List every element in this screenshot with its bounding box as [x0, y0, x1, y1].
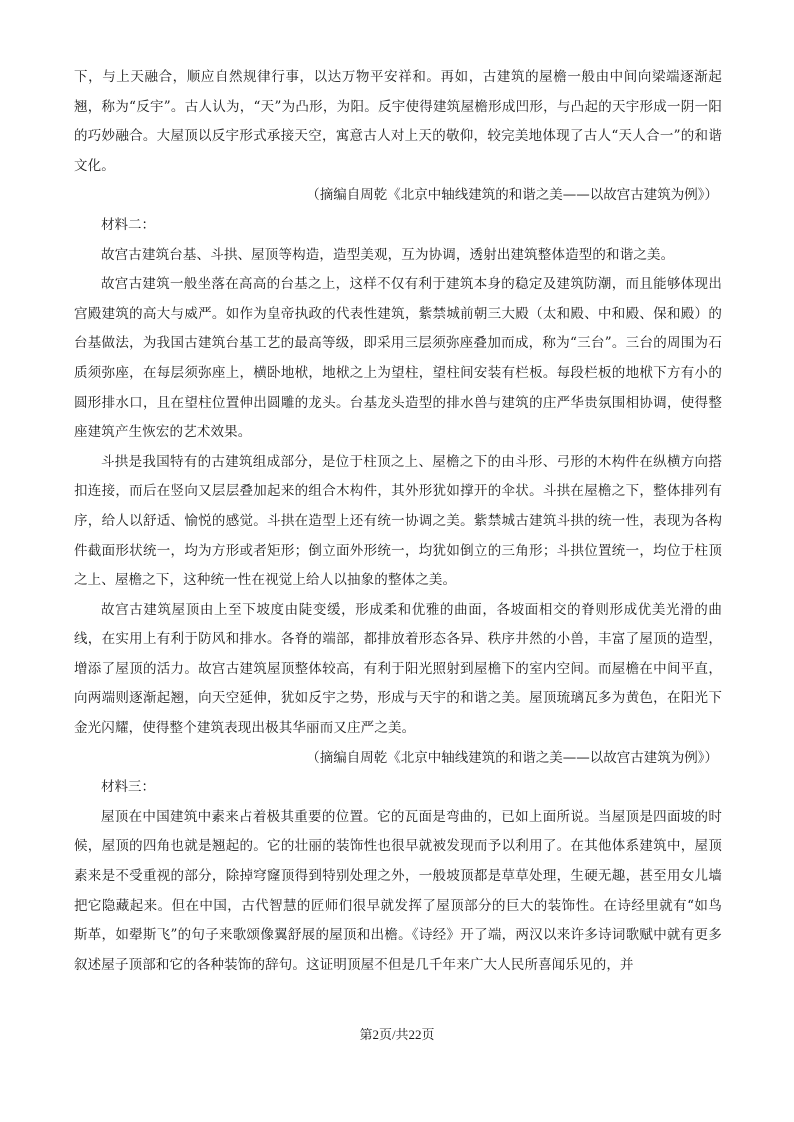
paragraph-roof-importance: 屋顶在中国建筑中素来占着极其重要的位置。它的瓦面是弯曲的，已如上面所说。当屋顶是四面坡的时候，屋顶的四角也就是翘起的。它的壮丽的装饰性也很早就被发现而予以利用了。在其他体系建筑中，屋顶素来是不受重视的部分，除掉穹窿顶得到特别处理之外，一般坡顶都是草草处理，生硬无趣，甚至用女儿墙把它隐藏起来。但在中国，古代智慧的匠师们很早就发挥了屋顶部分的巨大的装饰性。在诗经里就有“如鸟斯革，如翚斯飞”的句子来歌颂像翼舒展的屋顶和出檐。《诗经》开了端，两汉以来许多诗词歌赋中就有更多叙述屋子顶部和它的各种装饰的辞句。这证明顶屋不但是几千年来广大人民所喜闻乐见的，并 — [74, 808, 722, 973]
paragraph-intro: 故宫古建筑台基、斗拱、屋顶等构造，造型美观，互为协调，透射出建筑整体造型的和谐之美。 — [101, 246, 675, 263]
section-heading-material-2: 材料二： — [101, 216, 155, 233]
source-citation-2: （摘编自周乾《北京中轴线建筑的和谐之美——以故宫古建筑为例》） — [306, 749, 718, 766]
paragraph-roof: 故宫古建筑屋顶由上至下坡度由陡变缓，形成柔和优雅的曲面，各坡面相交的脊则形成优美光滑的曲线，在实用上有利于防风和排水。各脊的端部，都排放着形态各异、秩序井然的小兽，丰富了屋顶的造型，增添了屋顶的活力。故宫古建筑屋顶整体较高，有利于阳光照射到屋檐下的室内空间。而屋檐在中间平直，向两端则逐渐起翘，向天空延伸，犹如反宇之势，形成与天宇的和谐之美。屋顶琉璃瓦多为黄色，在阳光下金光闪耀，使得整个建筑表现出极其华丽而又庄严之美。 — [74, 601, 722, 737]
paragraph-platform: 故宫古建筑一般坐落在高高的台基之上，这样不仅有利于建筑本身的稳定及建筑防潮，而且能够体现出宫殿建筑的高大与威严。如作为皇帝执政的代表性建筑，紫禁城前朝三大殿（太和殿、中和殿、保和殿）的台基做法，为我国古建筑台基工艺的最高等级，即采用三层须弥座叠加而成，称为“三台”。三台的周围为石质须弥座，在每层须弥座上，横卧地栿，地栿之上为望柱，望柱间安装有栏板。每段栏板的地栿下方有小的圆形排水口，且在望柱位置伸出圆雕的龙头。台基龙头造型的排水兽与建筑的庄严华贵氛围相协调，使得整座建筑产生恢宏的艺术效果。 — [74, 276, 722, 441]
source-citation-1: （摘编自周乾《北京中轴线建筑的和谐之美——以故宫古建筑为例》） — [306, 187, 718, 204]
page-footer: 第2页/共22页 — [359, 1027, 435, 1042]
document-body — [74, 63, 722, 980]
paragraph-dougong: 斗拱是我国特有的古建筑组成部分，是位于柱顶之上、屋檐之下的由斗形、弓形的木构件在纵横方向搭扣连接，而后在竖向又层层叠加起来的组合木构件，其外形犹如撑开的伞状。斗拱在屋檐之下，整体排列有序，给人以舒适、愉悦的感觉。斗拱在造型上还有统一协调之美。紫禁城古建筑斗拱的统一性，表现为各构件截面形状统一，均为方形或者矩形；倒立面外形统一，均犹如倒立的三角形；斗拱位置统一，均位于柱顶之上、屋檐之下，这种统一性在视觉上给人以抽象的整体之美。 — [74, 453, 722, 589]
paragraph-continued: 下，与上天融合，顺应自然规律行事，以达万物平安祥和。再如，古建筑的屋檐一般由中间向梁端逐渐起翘，称为“反宇”。古人认为，“天”为凸形，为阳。反宇使得建筑屋檐形成凹形，与凸起的天宇形成一阴一阳的巧妙融合。大屋顶以反宇形式承接天空，寓意古人对上天的敬仰，较完美地体现了古人“天人合一”的和谐文化。 — [74, 69, 722, 174]
section-heading-material-3: 材料三： — [101, 779, 155, 796]
